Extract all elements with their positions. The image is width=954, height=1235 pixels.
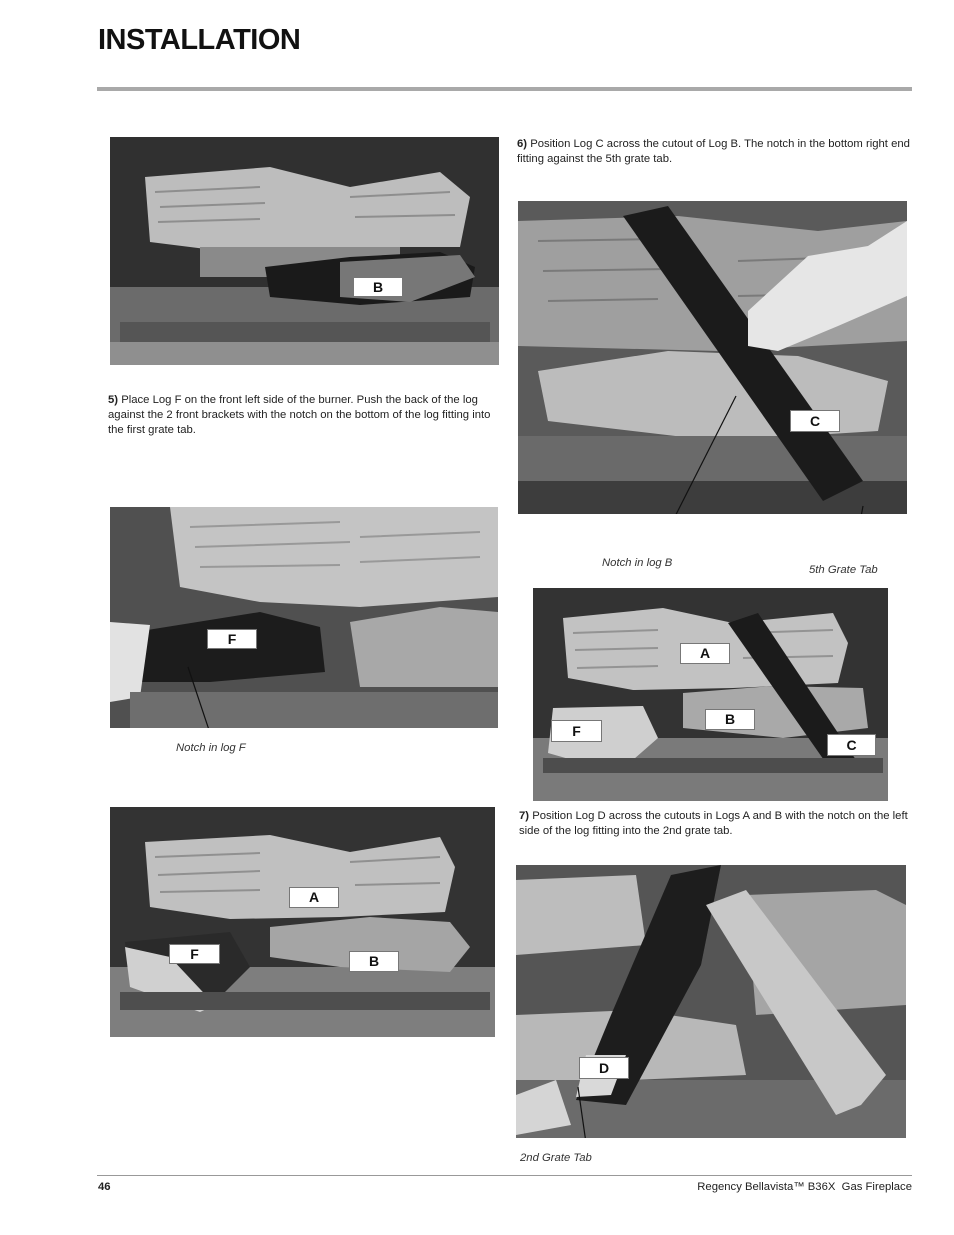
caption-notch-log-b: Notch in log B [602, 557, 673, 569]
log-label-a: A [680, 643, 730, 664]
log-label-c: C [790, 410, 840, 432]
caption-notch-log-f: Notch in log F [176, 742, 246, 754]
step-5-number: 5) [108, 394, 119, 406]
page-title: INSTALLATION [98, 24, 301, 56]
caption-5th-grate-tab: 5th Grate Tab [809, 564, 878, 576]
log-label-c: C [827, 734, 876, 756]
page-number: 46 [98, 1181, 111, 1193]
step-6-text [517, 137, 912, 167]
photo-log-f-placement [110, 507, 498, 728]
log-label-a: A [289, 887, 339, 908]
log-label-f: F [551, 720, 602, 742]
step-6-body: Position Log C across the cutout of Log B. The notch in the bottom right end fitting against the 5th grate tab. [517, 138, 910, 165]
step-7-number: 7) [519, 810, 530, 822]
step-6-number: 6) [517, 138, 528, 150]
step-7-text [519, 809, 912, 839]
photo-log-b-placed [110, 137, 499, 365]
step-5-body: Place Log F on the front left side of the burner. Push the back of the log against the 2 front brackets with the notch on the bottom of the log fitting into the first grate tab. [108, 394, 491, 436]
photo-logs-a-b-c-f [533, 588, 888, 801]
photo-logs-a-b-f [110, 807, 495, 1037]
log-label-f: F [207, 629, 257, 649]
header-rule [97, 87, 912, 91]
log-label-b: B [353, 277, 403, 297]
footer-rule [97, 1175, 912, 1176]
photo-log-c-placement [518, 201, 907, 514]
step-7-body: Position Log D across the cutouts in Logs A and B with the notch on the left side of the log fitting into the 2nd grate tab. [519, 810, 908, 837]
log-label-d: D [579, 1057, 629, 1079]
caption-2nd-grate-tab: 2nd Grate Tab [520, 1152, 592, 1164]
log-label-b: B [705, 709, 755, 730]
log-label-b: B [349, 951, 399, 972]
step-5-text [108, 393, 500, 438]
photo-log-d-placement [516, 865, 906, 1138]
footer-product-name: Regency Bellavista™ B36X Gas Fireplace [697, 1181, 912, 1193]
log-label-f: F [169, 944, 220, 964]
